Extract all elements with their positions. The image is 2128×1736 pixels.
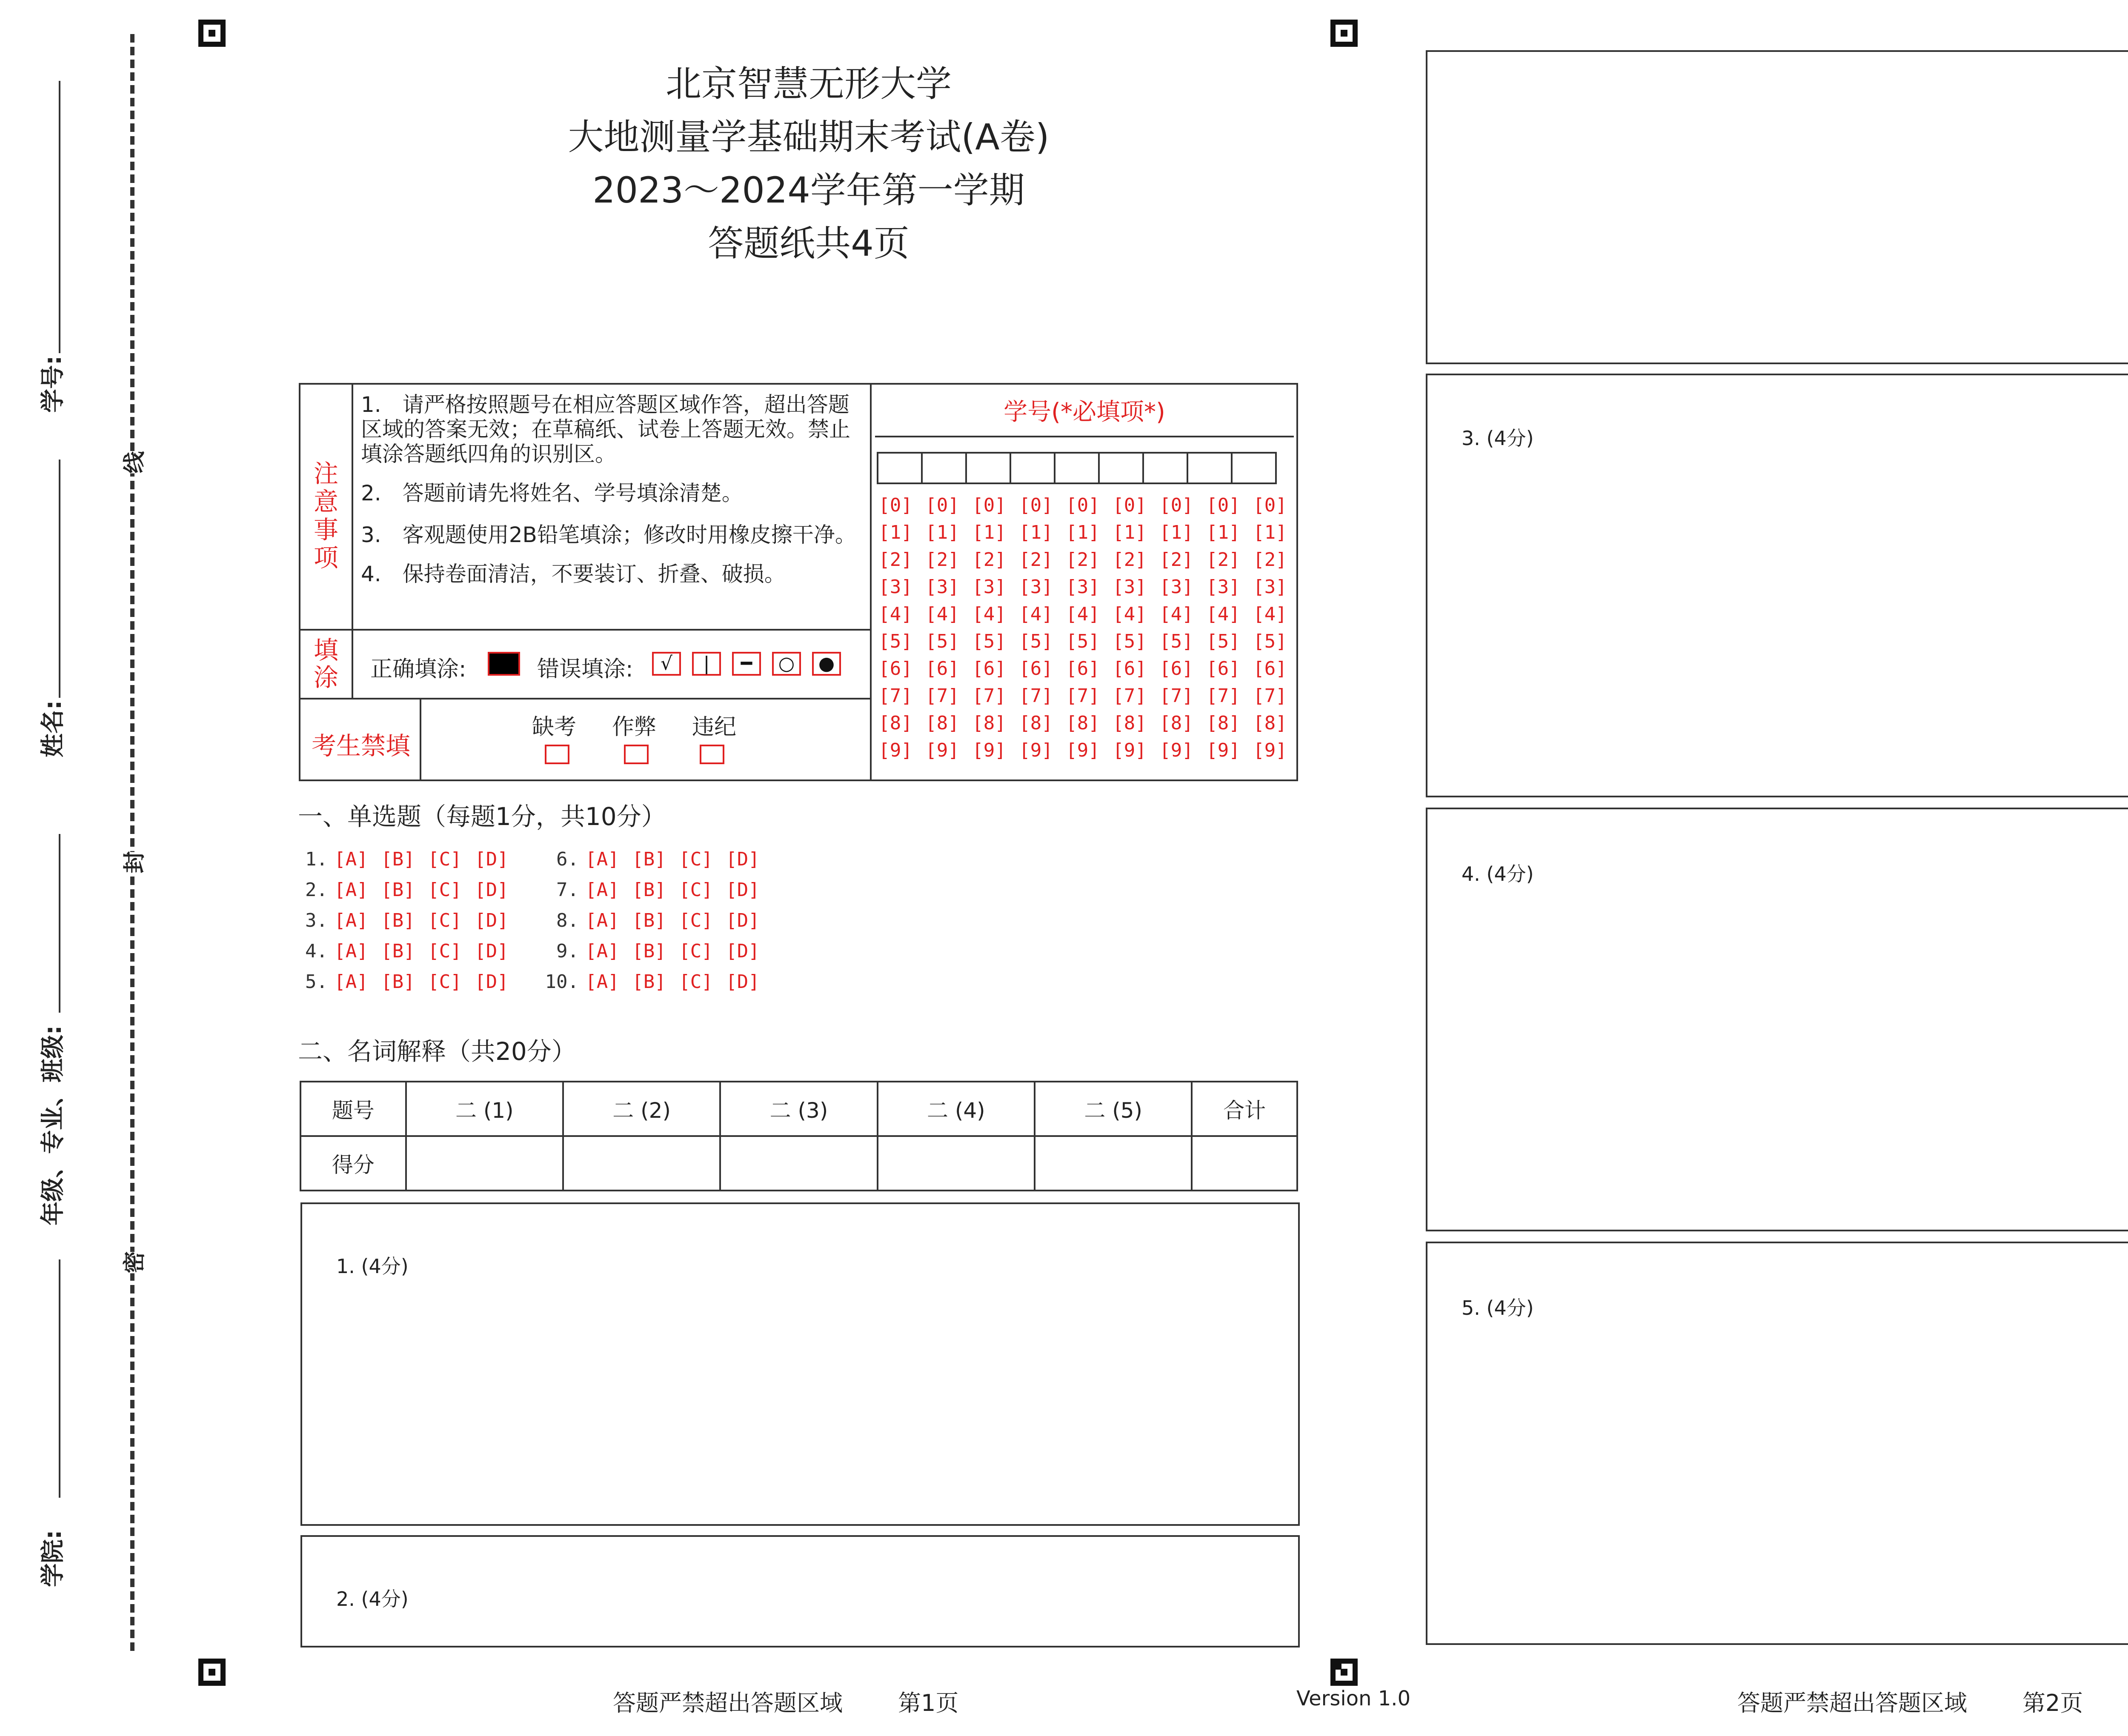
mc-option-bubble[interactable]: [A] <box>585 971 619 993</box>
mc-option-bubble[interactable]: [B] <box>632 848 666 870</box>
nianji-line <box>59 834 60 1013</box>
answer-box-q2[interactable] <box>300 1535 1300 1647</box>
fill-side-divider <box>352 629 353 699</box>
exam-title: 大地测量学基础期末考试(A卷) <box>568 116 1050 158</box>
mc-option-bubble[interactable]: [A] <box>334 910 368 931</box>
notice-side-label <box>300 460 352 572</box>
fill-bottom-rule <box>299 698 871 700</box>
seal-char-xian: 线 <box>117 452 149 474</box>
id-digit-bubble[interactable]: [3] <box>1159 576 1193 598</box>
answer-box-q4[interactable] <box>1426 808 2128 1231</box>
id-digit-bubble[interactable]: [2] <box>1019 549 1053 571</box>
student-id-title: 学号(*必填项*) <box>1004 398 1165 426</box>
mc-option-bubble[interactable]: [C] <box>679 971 713 993</box>
notice-char: 事 <box>313 515 338 544</box>
id-digit-bubble[interactable]: [0] <box>1066 494 1100 516</box>
score-cell[interactable] <box>1035 1136 1192 1191</box>
id-entry-cell[interactable] <box>1054 452 1100 484</box>
binding-dashed-line <box>130 34 134 1651</box>
xingming-line <box>59 460 60 698</box>
id-digit-bubble[interactable]: [5] <box>1253 631 1287 652</box>
footer-version: Version 1.0 <box>1296 1687 1411 1710</box>
id-digit-bubble[interactable]: [3] <box>972 576 1006 598</box>
mc-option-bubble[interactable]: [B] <box>381 971 415 993</box>
id-digit-bubble[interactable]: [0] <box>1253 494 1287 516</box>
id-digit-bubble[interactable]: [9] <box>1113 740 1147 761</box>
id-digit-bubble[interactable]: [9] <box>1206 740 1240 761</box>
id-digit-bubble[interactable]: [8] <box>972 712 1006 734</box>
id-digit-bubble[interactable]: [7] <box>1159 685 1193 707</box>
forbidden-option-absent: 缺考 <box>532 714 577 740</box>
id-digit-bubble[interactable]: [3] <box>1253 576 1287 598</box>
id-digit-bubble[interactable]: [4] <box>1206 603 1240 625</box>
pages-note: 答题纸共4页 <box>708 223 910 264</box>
nianji-label: 年级、专业、班级: <box>39 1025 67 1225</box>
xueyuan-line <box>59 1259 60 1498</box>
mc-option-bubble[interactable]: [A] <box>585 879 619 901</box>
id-digit-bubble[interactable]: [5] <box>925 631 959 652</box>
id-digit-bubble[interactable]: [7] <box>925 685 959 707</box>
forbidden-side-divider <box>420 698 421 781</box>
mc-option-bubble[interactable]: [C] <box>428 879 462 901</box>
answer-label-q1: 1. (4分) <box>336 1255 409 1278</box>
mc-option-bubble[interactable]: [C] <box>679 848 713 870</box>
mc-question-number: 9. <box>556 940 579 962</box>
id-entry-cell[interactable] <box>1231 452 1277 484</box>
id-digit-column <box>1202 492 1244 764</box>
id-digit-bubble[interactable]: [5] <box>972 631 1006 652</box>
id-digit-bubble[interactable]: [1] <box>1066 522 1100 543</box>
forbidden-label: 考生禁填 <box>311 731 410 760</box>
mc-question-number: 7. <box>556 879 579 901</box>
score-table <box>300 1081 1298 1191</box>
mc-option-bubble[interactable]: [A] <box>585 910 619 931</box>
id-digit-bubble[interactable]: [8] <box>1159 712 1193 734</box>
notice-char: 注 <box>313 459 338 488</box>
id-digit-bubble[interactable]: [7] <box>1113 685 1147 707</box>
notice-side-divider <box>352 383 353 629</box>
wrong-mark-dash: ━ <box>732 652 761 676</box>
id-digit-bubble[interactable]: [5] <box>1159 631 1193 652</box>
id-digit-bubble[interactable]: [7] <box>1066 685 1100 707</box>
section2-title: 二、名词解释（共20分） <box>298 1037 576 1066</box>
id-digit-bubble[interactable]: [0] <box>1159 494 1193 516</box>
id-entry-cell[interactable] <box>877 452 923 484</box>
id-digit-bubble[interactable]: [7] <box>1253 685 1287 707</box>
mc-question-number: 2. <box>305 879 328 901</box>
id-digit-bubble[interactable]: [4] <box>1253 603 1287 625</box>
wrong-mark-bar: | <box>692 652 721 676</box>
notice-char: 意 <box>313 487 338 516</box>
id-digit-bubble[interactable]: [6] <box>925 658 959 680</box>
forbidden-box-violation[interactable] <box>700 745 724 764</box>
id-digit-bubble[interactable]: [1] <box>878 522 912 543</box>
university-title: 北京智慧无形大学 <box>665 63 952 105</box>
id-digit-bubble[interactable]: [3] <box>878 576 912 598</box>
footer-page1-note: 答题严禁超出答题区域 <box>613 1690 843 1716</box>
mc-option-bubble[interactable]: [B] <box>632 910 666 931</box>
id-digit-bubble[interactable]: [2] <box>1159 549 1193 571</box>
notice-items <box>361 392 863 586</box>
id-digit-bubble[interactable]: [6] <box>972 658 1006 680</box>
mc-option-bubble[interactable]: [A] <box>334 879 368 901</box>
answer-box-q1[interactable] <box>300 1202 1300 1526</box>
mc-question-row <box>285 848 515 870</box>
info-divider <box>870 383 872 781</box>
id-digit-bubble[interactable]: [1] <box>1113 522 1147 543</box>
id-digit-bubble[interactable]: [9] <box>925 740 959 761</box>
mc-option-bubble[interactable]: [D] <box>726 940 760 962</box>
id-digit-bubble[interactable]: [1] <box>972 522 1006 543</box>
id-digit-column <box>1108 492 1151 764</box>
corner-marker-bottom-left <box>198 1659 226 1686</box>
id-digit-bubble[interactable]: [4] <box>925 603 959 625</box>
id-digit-bubble[interactable]: [6] <box>1113 658 1147 680</box>
mc-option-bubble[interactable]: [D] <box>726 879 760 901</box>
id-digit-bubble[interactable]: [6] <box>1066 658 1100 680</box>
id-digit-column <box>1249 492 1291 764</box>
mc-option-bubble[interactable]: [D] <box>475 971 509 993</box>
score-header-cell: 合计 <box>1192 1082 1297 1136</box>
answer-box-continued[interactable] <box>1426 50 2128 364</box>
mc-question-number: 4. <box>305 940 328 962</box>
notice-bottom-rule <box>299 629 871 631</box>
score-header-cell: 二 (1) <box>406 1082 563 1136</box>
mc-option-bubble[interactable]: [C] <box>679 879 713 901</box>
mc-question-number: 10. <box>545 971 579 993</box>
xuehao-label: 学号: <box>39 355 67 413</box>
score-cell[interactable] <box>720 1136 877 1191</box>
id-digit-bubble[interactable]: [0] <box>925 494 959 516</box>
mc-question-row <box>536 848 766 870</box>
id-digit-column <box>968 492 1010 764</box>
score-header-cell: 题号 <box>300 1082 406 1136</box>
mc-question-row <box>536 940 766 962</box>
id-entry-cell[interactable] <box>1098 452 1144 484</box>
id-digit-bubble[interactable]: [3] <box>1066 576 1100 598</box>
mc-option-bubble[interactable]: [B] <box>381 940 415 962</box>
forbidden-option-cheat: 作弊 <box>612 714 657 740</box>
mc-option-bubble[interactable]: [A] <box>334 971 368 993</box>
term-title: 2023～2024学年第一学期 <box>592 169 1025 211</box>
id-digit-column <box>1155 492 1198 764</box>
mc-question-row <box>536 910 766 931</box>
id-digit-bubble[interactable]: [8] <box>925 712 959 734</box>
correct-fill-sample <box>488 652 520 676</box>
score-header-cell: 二 (2) <box>563 1082 720 1136</box>
id-digit-bubble[interactable]: [4] <box>1019 603 1053 625</box>
id-digit-bubble[interactable]: [3] <box>925 576 959 598</box>
id-entry-cell[interactable] <box>1142 452 1188 484</box>
score-header-cell: 二 (4) <box>878 1082 1035 1136</box>
fill-char: 涂 <box>313 663 338 692</box>
wrong-mark-check: √ <box>652 652 681 676</box>
footer-page2-number: 第2页 <box>2022 1690 2083 1716</box>
mc-option-bubble[interactable]: [D] <box>475 879 509 901</box>
id-digit-bubble[interactable]: [0] <box>972 494 1006 516</box>
id-digit-bubble[interactable]: [1] <box>1159 522 1193 543</box>
id-entry-cell[interactable] <box>965 452 1011 484</box>
id-digit-bubble[interactable]: [9] <box>972 740 1006 761</box>
fill-side-label <box>300 637 352 691</box>
mc-option-bubble[interactable]: [D] <box>475 848 509 870</box>
student-id-entry-row <box>878 452 1277 484</box>
id-digit-column <box>874 492 917 764</box>
mc-option-bubble[interactable]: [D] <box>726 848 760 870</box>
id-digit-bubble[interactable]: [3] <box>1019 576 1053 598</box>
section1-title: 一、单选题（每题1分，共10分） <box>298 802 666 831</box>
notice-char: 项 <box>313 543 338 572</box>
mc-question-row <box>285 910 515 931</box>
id-digit-bubble[interactable]: [9] <box>1066 740 1100 761</box>
mc-option-bubble[interactable]: [B] <box>632 879 666 901</box>
id-entry-cell[interactable] <box>921 452 967 484</box>
id-digit-bubble[interactable]: [1] <box>925 522 959 543</box>
mc-question-number: 3. <box>305 910 328 931</box>
id-digit-bubble[interactable]: [8] <box>878 712 912 734</box>
id-digit-bubble[interactable]: [2] <box>878 549 912 571</box>
id-digit-bubble[interactable]: [4] <box>1159 603 1193 625</box>
mc-option-bubble[interactable]: [A] <box>334 940 368 962</box>
id-digit-bubble[interactable]: [6] <box>1159 658 1193 680</box>
seal-char-mi: 密 <box>117 1252 149 1273</box>
id-digit-bubble[interactable]: [5] <box>1019 631 1053 652</box>
id-digit-bubble[interactable]: [9] <box>1159 740 1193 761</box>
id-digit-bubble[interactable]: [8] <box>1019 712 1053 734</box>
mc-option-bubble[interactable]: [D] <box>726 971 760 993</box>
id-digit-bubble[interactable]: [9] <box>1253 740 1287 761</box>
id-digit-bubble[interactable]: [8] <box>1113 712 1147 734</box>
id-digit-bubble[interactable]: [4] <box>878 603 912 625</box>
xingming-label: 姓名: <box>39 700 67 757</box>
id-digit-bubble[interactable]: [7] <box>972 685 1006 707</box>
id-digit-bubble[interactable]: [2] <box>1253 549 1287 571</box>
id-digit-bubble[interactable]: [5] <box>878 631 912 652</box>
mc-option-bubble[interactable]: [A] <box>585 848 619 870</box>
id-digit-bubble[interactable]: [2] <box>1113 549 1147 571</box>
mc-option-bubble[interactable]: [D] <box>475 940 509 962</box>
mc-option-bubble[interactable]: [B] <box>381 910 415 931</box>
notice-item-3: 3. 客观题使用2B铅笔填涂；修改时用橡皮擦干净。 <box>361 523 856 547</box>
id-digit-bubble[interactable]: [8] <box>1066 712 1100 734</box>
notice-item-2: 2. 答题前请先将姓名、学号填涂清楚。 <box>361 481 743 505</box>
footer-page1-number: 第1页 <box>898 1690 959 1716</box>
mc-question-number: 8. <box>556 910 579 931</box>
mc-question-number: 1. <box>305 848 328 870</box>
answer-box-q3[interactable] <box>1426 374 2128 797</box>
id-digit-bubble[interactable]: [7] <box>1206 685 1240 707</box>
id-digit-bubble[interactable]: [8] <box>1253 712 1287 734</box>
answer-box-q5[interactable] <box>1426 1242 2128 1645</box>
answer-label-q5: 5. (4分) <box>1462 1296 1534 1319</box>
student-id-title-rule <box>875 436 1294 437</box>
footer-page2-note: 答题严禁超出答题区域 <box>1737 1690 1967 1716</box>
mc-option-bubble[interactable]: [C] <box>679 910 713 931</box>
mc-question-number: 6. <box>556 848 579 870</box>
mc-option-bubble[interactable]: [C] <box>428 848 462 870</box>
id-digit-column <box>921 492 964 764</box>
id-digit-bubble[interactable]: [0] <box>1113 494 1147 516</box>
mc-option-bubble[interactable]: [B] <box>381 879 415 901</box>
notice-item-1: 1. 请严格按照题号在相应答题区域作答，超出答题区域的答案无效；在草稿纸、试卷上答题无效。禁止填涂答题纸四角的识别区。 <box>361 392 850 466</box>
id-digit-bubble[interactable]: [6] <box>1019 658 1053 680</box>
mc-question-row <box>536 879 766 901</box>
notice-item-4: 4. 保持卷面清洁，不要装订、折叠、破损。 <box>361 562 786 586</box>
mc-option-bubble[interactable]: [D] <box>475 910 509 931</box>
id-entry-cell[interactable] <box>1187 452 1233 484</box>
id-digit-bubble[interactable]: [8] <box>1206 712 1240 734</box>
corner-marker-bottom-middle <box>1330 1659 1358 1686</box>
id-digit-bubble[interactable]: [2] <box>925 549 959 571</box>
mc-option-bubble[interactable]: [C] <box>428 910 462 931</box>
mc-option-bubble[interactable]: [A] <box>334 848 368 870</box>
mc-question-number: 5. <box>305 971 328 993</box>
id-entry-cell[interactable] <box>1010 452 1055 484</box>
id-digit-column <box>1061 492 1104 764</box>
id-digit-bubble[interactable]: [3] <box>1113 576 1147 598</box>
id-digit-bubble[interactable]: [5] <box>1206 631 1240 652</box>
mc-option-bubble[interactable]: [C] <box>679 940 713 962</box>
score-cell[interactable] <box>563 1136 720 1191</box>
id-digit-column <box>1015 492 1057 764</box>
mc-option-bubble[interactable]: [C] <box>428 971 462 993</box>
id-digit-bubble[interactable]: [4] <box>1066 603 1100 625</box>
id-digit-bubble[interactable]: [1] <box>1019 522 1053 543</box>
correct-fill-label: 正确填涂: <box>370 657 466 682</box>
score-header-cell: 二 (5) <box>1035 1082 1192 1136</box>
mc-option-bubble[interactable]: [A] <box>585 940 619 962</box>
mc-option-bubble[interactable]: [B] <box>632 940 666 962</box>
corner-marker-top-middle <box>1330 20 1358 47</box>
id-digit-bubble[interactable]: [0] <box>1206 494 1240 516</box>
answer-label-q3: 3. (4分) <box>1462 427 1534 450</box>
id-digit-bubble[interactable]: [7] <box>878 685 912 707</box>
mc-question-row <box>285 879 515 901</box>
id-digit-bubble[interactable]: [6] <box>1253 658 1287 680</box>
forbidden-option-violation: 违纪 <box>692 714 737 740</box>
fill-char: 填 <box>313 636 338 665</box>
score-header-cell: 二 (3) <box>720 1082 877 1136</box>
mc-question-row <box>285 971 515 993</box>
id-digit-bubble[interactable]: [4] <box>1113 603 1147 625</box>
mc-option-bubble[interactable]: [B] <box>381 848 415 870</box>
answer-label-q4: 4. (4分) <box>1462 862 1534 885</box>
xuehao-line <box>59 81 60 353</box>
mc-question-row <box>536 971 766 993</box>
id-digit-bubble[interactable]: [1] <box>1253 522 1287 543</box>
id-digit-bubble[interactable]: [2] <box>1206 549 1240 571</box>
id-digit-bubble[interactable]: [9] <box>1019 740 1053 761</box>
xueyuan-label: 学院: <box>39 1530 67 1587</box>
wrong-mark-dot: ● <box>812 652 841 676</box>
id-digit-bubble[interactable]: [6] <box>878 658 912 680</box>
wrong-mark-circle: ○ <box>772 652 801 676</box>
answer-label-q2: 2. (4分) <box>336 1588 409 1610</box>
id-digit-bubble[interactable]: [0] <box>1019 494 1053 516</box>
mc-option-bubble[interactable]: [C] <box>428 940 462 962</box>
id-digit-bubble[interactable]: [5] <box>1113 631 1147 652</box>
id-digit-bubble[interactable]: [0] <box>878 494 912 516</box>
forbidden-box-cheat[interactable] <box>624 745 649 764</box>
id-digit-bubble[interactable]: [6] <box>1206 658 1240 680</box>
score-cell[interactable] <box>406 1136 563 1191</box>
id-digit-bubble[interactable]: [2] <box>972 549 1006 571</box>
mc-option-bubble[interactable]: [D] <box>726 910 760 931</box>
score-row-label: 得分 <box>300 1136 406 1191</box>
id-digit-bubble[interactable]: [2] <box>1066 549 1100 571</box>
id-digit-bubble[interactable]: [9] <box>878 740 912 761</box>
mc-question-row <box>285 940 515 962</box>
id-digit-bubble[interactable]: [7] <box>1019 685 1053 707</box>
id-digit-bubble[interactable]: [1] <box>1206 522 1240 543</box>
score-cell[interactable] <box>1192 1136 1297 1191</box>
score-cell[interactable] <box>878 1136 1035 1191</box>
forbidden-box-absent[interactable] <box>545 745 569 764</box>
id-digit-bubble[interactable]: [5] <box>1066 631 1100 652</box>
seal-char-feng: 封 <box>117 852 149 874</box>
wrong-fill-label: 错误填涂: <box>537 657 633 682</box>
id-digit-bubble[interactable]: [3] <box>1206 576 1240 598</box>
mc-option-bubble[interactable]: [B] <box>632 971 666 993</box>
id-digit-bubble[interactable]: [4] <box>972 603 1006 625</box>
corner-marker-top-left <box>198 20 226 47</box>
